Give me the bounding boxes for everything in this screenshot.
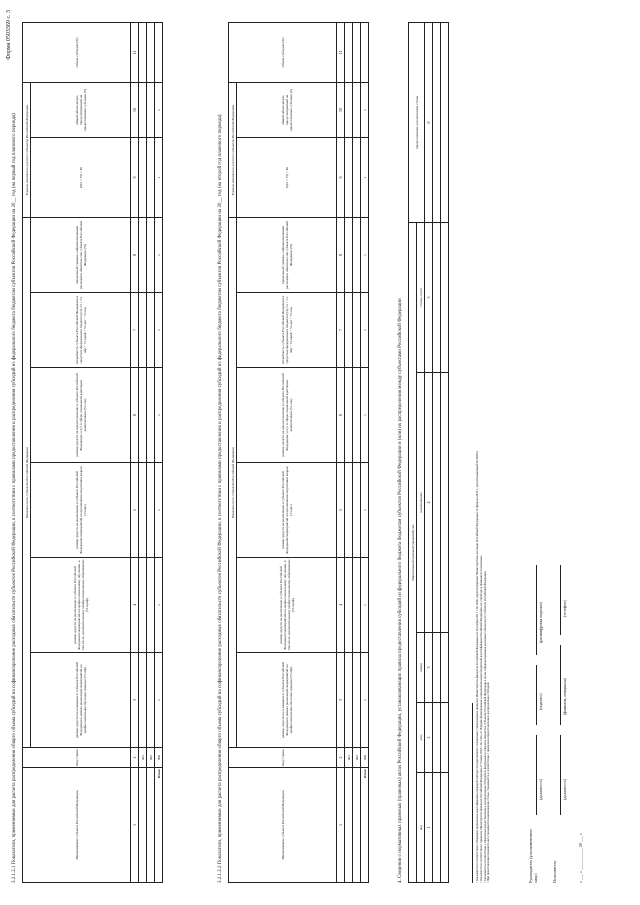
cell-name[interactable] (139, 768, 147, 883)
total-row (155, 22, 163, 882)
cell[interactable] (353, 82, 361, 137)
col-header: статья, пункт (417, 222, 425, 372)
num-cell: 1 (131, 768, 139, 883)
col-header: предельный уровень софинансирования расходного обязательства субъекта Российской Федерации (Yi) (31, 217, 131, 292)
num-cell: 9 (131, 137, 139, 217)
num-cell: 7 (131, 293, 139, 368)
cell: x (361, 82, 369, 137)
num-cell: 8 (337, 217, 345, 292)
cell[interactable] (147, 137, 155, 217)
col-header: вид (417, 773, 425, 883)
cell[interactable] (441, 703, 449, 773)
num-cell: 2 (337, 748, 345, 768)
col-header: размер средств на оснащение в субъекте Российской Федерации в рамках реализации мероприятий на профессиональное обучение граждан (Vi-обр) (237, 653, 337, 748)
col-header: общий объем затрат, предусмотренный на предоставление субсидии (S) (31, 82, 131, 137)
num-cell: 6 (131, 368, 139, 463)
num-cell: 4 (337, 558, 345, 653)
num-cell: 9 (337, 137, 345, 217)
cell-code: 002 (353, 748, 361, 768)
col-header: наименование (417, 373, 425, 633)
cell[interactable] (345, 368, 353, 463)
cell[interactable] (441, 633, 449, 703)
head-signature-caption: (подпись) (538, 693, 543, 710)
table-row (441, 22, 449, 882)
col-header: размер средств на реализацию в субъекте Российской Федерации мероприятий по профессиональному обучению, в том числе дополнительному профессиональному образованию (Vi-проф) (237, 558, 337, 653)
col-header: размер средств на предоставление в субъекте Российской Федерации услуг в сфере социальной адаптации, реабилитации (Vi-соц) (237, 368, 337, 463)
cell-name[interactable] (353, 768, 361, 883)
num-cell: 7 (337, 293, 345, 368)
footnote-1: ¹ Указывается в соответствии с Порядком применения классификации операций сектора государственного управления, утвержденным приказом Министерства финансов Российской Федерации от 29 ноября 2017 г. № 209н (зарегистрирован Министерством юстиции Российской Федерации 12 февраля 2018 г., регистрационный № 50003). (475, 450, 479, 883)
cell[interactable] (345, 463, 353, 558)
col-header: предельный уровень софинансирования расходного обязательства субъекта Российской Федерации (Yi) (237, 217, 337, 292)
cell[interactable] (441, 222, 449, 372)
num-cell: 11 (131, 22, 139, 82)
cell[interactable] (139, 558, 147, 653)
acts-group-header: Нормативный правовой (правовой) акт (409, 222, 417, 882)
cell: x (155, 463, 163, 558)
group-header: Показатели по субъектам Российской Федерации (229, 217, 237, 747)
section-2-title: 3.2.1.2.2 Показатели, применяемые для расчета распределения общего объема субсидий на софинансирование расходных обязательств субъектов Российской Федерации, в соответствии с правилами предоставления и распределения субсидий из федерального бюджета бюджетам субъектов Российской Федерации на 20__ год (на второй год планового периода) (218, 114, 223, 883)
sign-line (560, 565, 561, 635)
cell[interactable] (139, 217, 147, 292)
sign-line (536, 665, 537, 725)
cell[interactable] (139, 82, 147, 137)
col-header: Σ(Ci × Yi) × Ki (31, 137, 131, 217)
num-cell: 8 (131, 217, 139, 292)
cell[interactable] (441, 373, 449, 633)
cell: x (361, 558, 369, 653)
cell[interactable] (155, 22, 163, 82)
sign-line (536, 565, 537, 655)
cell[interactable] (345, 137, 353, 217)
col-name-header: Наименование субъекта Российской Федерации (229, 768, 337, 883)
cell-name[interactable] (345, 768, 353, 883)
cell[interactable] (353, 463, 361, 558)
total-code: 900 (361, 748, 369, 768)
cell[interactable] (441, 22, 449, 222)
num-cell: 10 (131, 82, 139, 137)
cell[interactable] (147, 82, 155, 137)
cell[interactable] (433, 633, 441, 703)
num-cell: 5 (337, 463, 345, 558)
col-header: потребность субъекта Российской Федерации в средствах федерального бюджета (Ci), Ci = Vi-обр + Vi-проф + Vi-орг + Vi-соц (237, 293, 337, 368)
table-row (147, 22, 155, 882)
right-group-header: Единые показатели для всех субъектов Российской Федерации (23, 82, 31, 217)
sign-line (560, 735, 561, 815)
cell[interactable] (353, 653, 361, 748)
num-cell: 1 (337, 768, 345, 883)
executor-label: Исполнитель (552, 860, 557, 883)
cell: x (155, 137, 163, 217)
num-cell: 4 (425, 373, 433, 633)
col-code-header: Код строки (23, 748, 131, 768)
cell[interactable] (139, 293, 147, 368)
num-cell: 6 (425, 22, 433, 222)
col-header: потребность субъекта Российской Федерации в средствах федерального бюджета (Ci), Ci = Vi-обр + Vi-проф + Vi-орг + Vi-соц (31, 293, 131, 368)
cell[interactable] (353, 22, 361, 82)
footnote-2: ² Указывается в соответствии с приказом Министерства финансов Российской Федерации от 8 июня 2018 г. № 132н «О Порядке формирования и применения кодов бюджетной классификации Российской Федерации, их структуре и принципах назначения». (478, 554, 483, 883)
cell[interactable] (441, 773, 449, 883)
total-label: Итого (361, 768, 369, 883)
cell[interactable] (345, 558, 353, 653)
footnote-3: ³ Заполняется в соответствии с правилами предоставления и распределения субсидий из федерального бюджета бюджетам субъектов Российской Федерации в целях софинансирования расходных обязательств субъектов Российской Федерации. (482, 570, 487, 883)
form-code: Форма 0503369 с. 3 (6, 10, 12, 60)
sign-line (536, 735, 537, 815)
head-name-caption: (расшифровка подписи) (538, 602, 543, 643)
cell: x (361, 217, 369, 292)
num-cell: 2 (131, 748, 139, 768)
table-row (139, 22, 147, 882)
cell: x (155, 82, 163, 137)
cell: x (361, 137, 369, 217)
cell-code: 001 (345, 748, 353, 768)
group-header: Показатели по субъектам Российской Федерации (23, 217, 31, 747)
table-row (433, 22, 441, 882)
section-4-title: 4. Сведения о нормативных правовых (правовых) актах Российской Федерации, устанавливающих правила предоставления субсидий из федерального бюджета бюджетам субъектов Российской Федерации и (или) их распределения между субъектами Российской Федерации (398, 298, 403, 883)
col-header: общий объем затрат, предусмотренный на предоставление субсидии (S) (237, 82, 337, 137)
col-subsidy-header: Объем субсидии (Si) (229, 22, 337, 82)
cell: x (155, 293, 163, 368)
right-group-header: Единые показатели для всех субъектов Российской Федерации (229, 82, 237, 217)
cell: x (155, 368, 163, 463)
footnotes (476, 23, 491, 883)
cell[interactable] (147, 463, 155, 558)
num-cell: 5 (425, 222, 433, 372)
section-4-table (408, 22, 449, 883)
col-code-header: Код строки (229, 748, 337, 768)
cell: x (361, 653, 369, 748)
cell[interactable] (345, 293, 353, 368)
col-header: размер средств на реализацию в субъекте Российской Федерации мероприятий по профессиональному обучению, в том числе дополнительному профессиональному образованию (Vi-проф) (31, 558, 131, 653)
cell[interactable] (433, 222, 441, 372)
cell[interactable] (139, 22, 147, 82)
col-name-header: Наименование субъекта Российской Федерации (23, 768, 131, 883)
num-cell: 3 (337, 653, 345, 748)
num-cell: 2 (425, 703, 433, 773)
section-1-table (22, 22, 163, 883)
cell[interactable] (433, 22, 441, 222)
cell[interactable] (353, 137, 361, 217)
table-row (353, 22, 361, 882)
cell[interactable] (147, 558, 155, 653)
executor-name-caption: (фамилия, инициалы) (562, 678, 567, 715)
footnote-4: ⁴ При представлении правового акта указывается наименование статьи. Указывается в соответствии с правилами предоставления и распределения субсидий. (486, 681, 491, 883)
section-1-title: 3.2.1.2.1 Показатели, применяемые для расчета распределения общего объема субсидий на софинансирование расходных обязательств субъектов Российской Федерации, в соответствии с правилами предоставления и распределения субсидий из федерального бюджета бюджетам субъектов Российской Федерации на 20__ год (на первый год планового периода) (12, 113, 17, 883)
cell: x (155, 653, 163, 748)
cell-code: 002 (147, 748, 155, 768)
cell[interactable] (361, 22, 369, 82)
num-cell: 6 (337, 368, 345, 463)
cell[interactable] (345, 82, 353, 137)
cell[interactable] (353, 293, 361, 368)
cell[interactable] (147, 368, 155, 463)
cell[interactable] (345, 22, 353, 82)
col-header: номер (417, 633, 425, 703)
cell: x (361, 293, 369, 368)
cell[interactable] (345, 653, 353, 748)
section-2-table (228, 22, 369, 883)
total-label: Итого (155, 768, 163, 883)
num-cell: 11 (337, 22, 345, 82)
num-cell: 10 (337, 82, 345, 137)
cell: x (361, 463, 369, 558)
cell[interactable] (433, 703, 441, 773)
col-header: размер средств на реализацию в субъекте Российской Федерации мероприятий по организации подготовки кадров (Vi-орг) (31, 463, 131, 558)
num-cell: 3 (425, 633, 433, 703)
num-cell: 5 (131, 463, 139, 558)
col-header: предоставление для описания статьи (409, 22, 425, 222)
cell[interactable] (147, 22, 155, 82)
num-cell: 4 (131, 558, 139, 653)
cell[interactable] (433, 773, 441, 883)
cell[interactable] (353, 217, 361, 292)
cell[interactable] (353, 368, 361, 463)
col-header: Σ(Ci × Yi) × Ki (237, 137, 337, 217)
cell[interactable] (147, 217, 155, 292)
executor-phone-caption: (телефон) (562, 600, 567, 617)
cell-name[interactable] (147, 768, 155, 883)
table-row (345, 22, 353, 882)
cell[interactable] (147, 293, 155, 368)
footnote-divider (472, 703, 473, 883)
head-label: Руководитель (уполномоченное лицо) (528, 828, 538, 883)
cell[interactable] (139, 653, 147, 748)
num-cell: 3 (131, 653, 139, 748)
cell: x (155, 558, 163, 653)
col-subsidy-header: Объем субсидии (Si) (23, 22, 131, 82)
cell[interactable] (139, 137, 147, 217)
cell[interactable] (433, 373, 441, 633)
executor-position-caption: (должность) (562, 779, 567, 800)
col-header: размер средств на реализацию в субъекте Российской Федерации мероприятий по организации подготовки кадров (Vi-орг) (237, 463, 337, 558)
num-cell: 1 (425, 773, 433, 883)
cell[interactable] (345, 217, 353, 292)
col-header: дата (417, 703, 425, 773)
head-position-caption: (должность) (538, 779, 543, 800)
cell-code: 001 (139, 748, 147, 768)
total-row (361, 22, 369, 882)
col-header: размер средств на оснащение в субъекте Российской Федерации в рамках реализации мероприятий на профессиональное обучение граждан (Vi-обр) (31, 653, 131, 748)
sign-line (560, 645, 561, 725)
date-line: « ___ » ___________ 20 ___ г. (578, 832, 583, 883)
cell[interactable] (139, 368, 147, 463)
cell[interactable] (353, 558, 361, 653)
cell[interactable] (139, 463, 147, 558)
cell[interactable] (147, 653, 155, 748)
col-header: размер средств на предоставление в субъекте Российской Федерации услуг в сфере социальной адаптации, реабилитации (Vi-соц) (31, 368, 131, 463)
cell: x (361, 368, 369, 463)
total-code: 900 (155, 748, 163, 768)
cell: x (155, 217, 163, 292)
